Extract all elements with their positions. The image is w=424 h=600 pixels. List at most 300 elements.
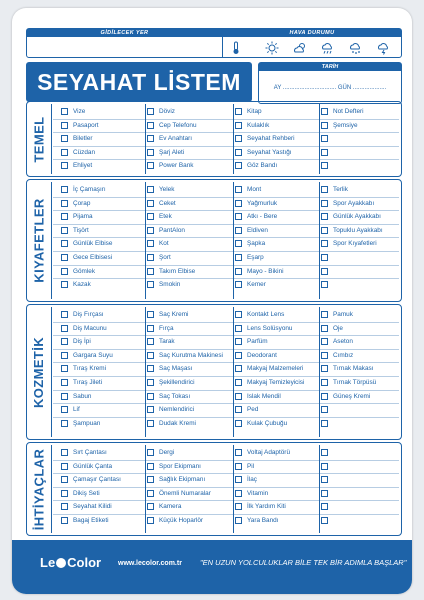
checklist-item[interactable] [61,362,145,375]
checkbox[interactable] [235,406,242,413]
checkbox[interactable] [235,254,242,261]
checklist-item[interactable] [147,335,233,348]
checkbox[interactable] [147,122,154,129]
checklist-item[interactable] [321,514,401,527]
checklist-item[interactable] [147,376,233,389]
checkbox[interactable] [61,476,68,483]
item-label: Spor Kıyafetleri [333,240,377,248]
checkbox[interactable] [147,268,154,275]
item-label: Cep Telefonu [159,121,197,129]
checklist-item[interactable] [61,500,145,513]
checklist-item[interactable] [61,105,145,118]
item-label: Saç Tokası [159,392,191,400]
checkbox[interactable] [61,490,68,497]
column-divider [145,182,146,299]
item-label: Fırça [159,324,174,332]
checklist-item[interactable] [235,119,319,132]
checklist-item[interactable] [321,105,401,118]
column-divider [145,307,146,437]
checkbox[interactable] [321,463,328,470]
checkbox[interactable] [147,213,154,220]
checkbox[interactable] [321,517,328,524]
checkbox[interactable] [235,240,242,247]
checkbox[interactable] [147,365,154,372]
checkbox[interactable] [321,149,328,156]
item-label: Kulak Çubuğu [247,419,288,427]
checklist-item[interactable] [61,278,145,291]
checklist-item[interactable] [321,473,401,486]
item-label: Günlük Ayakkabı [333,213,381,221]
item-label: Not Defteri [333,108,364,115]
checklist-item[interactable] [235,514,319,527]
checkbox[interactable] [321,162,328,169]
item-label: Atkı - Bere [247,213,278,221]
checkbox[interactable] [321,338,328,345]
checklist-item[interactable] [147,159,233,172]
checklist-item[interactable] [321,237,401,250]
checklist-item[interactable] [321,335,401,348]
item-label: Kamera [159,503,182,511]
item-label: İlk Yardım Kiti [247,503,286,511]
checklist-item[interactable] [235,105,319,118]
checkbox[interactable] [61,254,68,261]
checklist-item[interactable] [235,473,319,486]
checkbox[interactable] [61,122,68,129]
checklist-item[interactable] [235,376,319,389]
checklist-item[interactable] [235,335,319,348]
checkbox[interactable] [235,135,242,142]
checklist-item[interactable] [147,460,233,473]
checkbox[interactable] [235,420,242,427]
checkbox[interactable] [235,200,242,207]
item-label: Mont [247,186,262,193]
checkbox[interactable] [235,108,242,115]
checklist-item[interactable] [61,251,145,264]
checklist-card [12,8,412,594]
checklist-item[interactable] [321,446,401,459]
checklist-item[interactable] [147,349,233,362]
partly-cloudy-icon[interactable] [293,41,307,55]
checklist-item[interactable] [147,210,233,223]
item-label: Diş Fırçası [73,311,104,318]
checkbox[interactable] [147,406,154,413]
column-divider [145,104,146,174]
checklist-item[interactable] [61,159,145,172]
checkbox[interactable] [321,122,328,129]
item-label: Pil [247,462,255,470]
checkbox[interactable] [61,108,68,115]
section-title-text: KOZMETİK [31,336,47,408]
title-divider [51,182,52,299]
checkbox[interactable] [321,186,328,193]
checkbox[interactable] [61,200,68,207]
checklist-item[interactable] [235,183,319,196]
item-label: PantAlon [159,226,185,234]
item-label: Şapka [247,240,266,248]
section-title [27,443,51,535]
checklist-item[interactable] [147,197,233,210]
checklist-item[interactable] [235,159,319,172]
checklist-item[interactable] [235,251,319,264]
checkbox[interactable] [235,162,242,169]
section-title [27,180,51,301]
checklist-item[interactable] [147,514,233,527]
checklist-item[interactable] [61,119,145,132]
destination-field[interactable] [27,37,222,57]
checklist-item[interactable] [61,197,145,210]
checkbox[interactable] [235,449,242,456]
checklist-item[interactable] [235,349,319,362]
checklist-item[interactable] [147,132,233,145]
checkbox[interactable] [147,517,154,524]
checkbox[interactable] [321,379,328,386]
checklist-item[interactable] [321,500,401,513]
checklist-item[interactable] [235,403,319,416]
item-label: Kontakt Lens [247,311,285,318]
item-label: Oje [333,324,343,332]
checkbox[interactable] [61,240,68,247]
checklist-item[interactable] [147,278,233,291]
item-label: Deodorant [247,351,277,359]
checkbox[interactable] [147,311,154,318]
checkbox[interactable] [147,135,154,142]
checklist-item[interactable] [147,487,233,500]
checklist-item[interactable] [321,403,401,416]
checklist-item[interactable] [321,487,401,500]
checkbox[interactable] [147,449,154,456]
checkbox[interactable] [61,338,68,345]
checkbox[interactable] [235,365,242,372]
item-label: Sağlık Ekipmanı [159,476,206,484]
checkbox[interactable] [235,122,242,129]
checkbox[interactable] [147,186,154,193]
checklist-item[interactable] [321,224,401,237]
checklist-item[interactable] [147,224,233,237]
checkbox[interactable] [321,503,328,510]
item-label: Bagaj Etiketi [73,517,109,524]
checkbox[interactable] [235,281,242,288]
checkbox[interactable] [147,420,154,427]
checklist-item[interactable] [147,500,233,513]
checkbox[interactable] [61,162,68,169]
checklist-item[interactable] [147,251,233,264]
item-label: Topuklu Ayakkabı [333,226,383,234]
checkbox[interactable] [321,449,328,456]
checklist-item[interactable] [61,446,145,459]
checklist-item[interactable] [321,265,401,278]
checkbox[interactable] [235,268,242,275]
checklist-item[interactable] [321,376,401,389]
checklist-item[interactable] [235,278,319,291]
checkbox[interactable] [61,406,68,413]
checklist-item[interactable] [321,417,401,430]
checklist-item[interactable] [235,132,319,145]
checkbox[interactable] [235,213,242,220]
checkbox[interactable] [147,379,154,386]
checkbox[interactable] [61,227,68,234]
checkbox[interactable] [61,449,68,456]
checkbox[interactable] [321,325,328,332]
checkbox[interactable] [235,352,242,359]
checklist-item[interactable] [147,119,233,132]
checklist-item[interactable] [61,349,145,362]
checklist-item[interactable] [147,237,233,250]
checkbox[interactable] [321,406,328,413]
checkbox[interactable] [61,311,68,318]
checklist-item[interactable] [235,224,319,237]
checklist-item[interactable] [61,132,145,145]
checklist-item[interactable] [235,487,319,500]
checklist-item[interactable] [147,146,233,159]
checkbox[interactable] [61,379,68,386]
checklist-item[interactable] [235,417,319,430]
cloud-storm-icon[interactable] [377,41,391,55]
checklist-item[interactable] [61,417,145,430]
item-label: Gömlek [73,267,96,275]
item-label: Kulaklık [247,121,270,129]
checkbox[interactable] [321,476,328,483]
checkbox[interactable] [147,325,154,332]
item-label: Sırt Çantası [73,449,107,456]
checklist-item[interactable] [235,210,319,223]
checkbox[interactable] [321,268,328,275]
checklist-item[interactable] [321,183,401,196]
sun-icon[interactable] [265,41,279,55]
checklist-item[interactable] [61,473,145,486]
checkbox[interactable] [147,476,154,483]
checklist-item[interactable] [61,460,145,473]
checklist-item[interactable] [147,446,233,459]
checklist-item[interactable] [321,362,401,375]
checklist-item[interactable] [235,322,319,335]
item-label: Yara Bandı [247,517,279,524]
checkbox[interactable] [235,393,242,400]
checklist-item[interactable] [147,105,233,118]
checklist-item[interactable] [235,500,319,513]
checkbox[interactable] [147,338,154,345]
item-label: Eşarp [247,254,264,261]
section-temel [26,101,402,177]
checklist-item[interactable] [321,251,401,264]
checkbox[interactable] [61,517,68,524]
checkbox[interactable] [147,149,154,156]
item-label: Gargara Suyu [73,351,113,359]
checkbox[interactable] [235,338,242,345]
checklist-item[interactable] [235,390,319,403]
checklist-item[interactable] [61,308,145,321]
checkbox[interactable] [61,268,68,275]
checkbox[interactable] [321,240,328,247]
checkbox[interactable] [321,393,328,400]
item-label: Lif [73,406,80,414]
checklist-item[interactable] [61,265,145,278]
item-label: Dergi [159,449,175,456]
checkbox[interactable] [321,227,328,234]
date-field[interactable]: AY ................................ GÜN .................... [273,85,387,91]
checkbox[interactable] [235,517,242,524]
checklist-item[interactable] [147,417,233,430]
item-label: Yağmurluk [247,199,278,207]
checkbox[interactable] [147,281,154,288]
checkbox[interactable] [147,352,154,359]
checkbox[interactable] [235,311,242,318]
checkbox[interactable] [321,311,328,318]
checklist-item[interactable] [235,362,319,375]
checkbox[interactable] [321,135,328,142]
checklist-item[interactable] [235,265,319,278]
checklist-item[interactable] [61,183,145,196]
checklist-item[interactable] [235,197,319,210]
section-kozmeti̇k [26,304,402,440]
checkbox[interactable] [61,149,68,156]
checkbox[interactable] [321,200,328,207]
item-label: Önemli Numaralar [159,489,211,497]
weather-label: HAVA DURUMU [223,29,401,37]
header-divider [222,29,223,57]
checklist-item[interactable] [61,335,145,348]
item-label: Tarak [159,338,175,346]
checkbox[interactable] [235,476,242,483]
checkbox[interactable] [321,254,328,261]
checkbox[interactable] [147,463,154,470]
section-title-text: İHTİYAÇLAR [31,448,47,530]
checklist-item[interactable] [321,390,401,403]
date-label: TARİH [259,63,401,71]
checkbox[interactable] [321,213,328,220]
checkbox[interactable] [61,281,68,288]
cloud-snow-icon[interactable] [349,41,363,55]
checkbox[interactable] [61,325,68,332]
checkbox[interactable] [235,490,242,497]
thermometer-icon[interactable] [229,41,243,55]
checklist-item[interactable] [235,446,319,459]
checklist-item[interactable] [321,308,401,321]
checkbox[interactable] [147,254,154,261]
checkbox[interactable] [147,503,154,510]
checkbox[interactable] [61,352,68,359]
checklist-item[interactable] [147,390,233,403]
checkbox[interactable] [61,135,68,142]
checkbox[interactable] [235,325,242,332]
checklist-item[interactable] [235,460,319,473]
column-divider [319,307,320,437]
checkbox[interactable] [61,420,68,427]
checklist-item[interactable] [147,403,233,416]
checklist-item[interactable] [61,210,145,223]
checkbox[interactable] [321,420,328,427]
item-label: Kitap [247,108,262,115]
checkbox[interactable] [61,503,68,510]
item-label: Ped [247,406,259,414]
column-divider [233,104,234,174]
checklist-item[interactable] [61,322,145,335]
item-label: Makyaj Temizleyicisi [247,379,305,386]
checkbox[interactable] [321,352,328,359]
checklist-item[interactable] [61,403,145,416]
checkbox[interactable] [321,108,328,115]
checklist-item[interactable] [321,349,401,362]
checklist-item[interactable] [321,146,401,159]
checkbox[interactable] [61,365,68,372]
checklist-item[interactable] [321,278,401,291]
footer [12,540,412,594]
checklist-item[interactable] [61,146,145,159]
item-label: Pasaport [73,121,99,129]
checklist-item[interactable] [147,308,233,321]
item-label: Tıraş Kremi [73,365,107,373]
checklist-item[interactable] [321,119,401,132]
checklist-item[interactable] [321,210,401,223]
checkbox[interactable] [235,227,242,234]
checklist-item[interactable] [321,460,401,473]
item-label: Cüzdan [73,148,96,156]
checklist-item[interactable] [61,514,145,527]
date-box[interactable] [258,62,402,104]
checkbox[interactable] [61,213,68,220]
checkbox[interactable] [147,108,154,115]
item-label: Tırnak Törpüsü [333,379,377,386]
checklist-item[interactable] [61,390,145,403]
checkbox[interactable] [147,490,154,497]
checklist-item[interactable] [147,183,233,196]
website-link[interactable]: www.lecolor.com.tr [118,560,182,567]
checkbox[interactable] [235,463,242,470]
checkbox[interactable] [321,365,328,372]
item-label: Kazak [73,281,91,289]
checkbox[interactable] [235,149,242,156]
checklist-item[interactable] [61,237,145,250]
item-label: Günlük Elbise [73,240,113,248]
checkbox[interactable] [61,463,68,470]
checklist-item[interactable] [61,376,145,389]
checklist-item[interactable] [321,132,401,145]
checklist-item[interactable] [147,362,233,375]
checklist-item[interactable] [147,322,233,335]
checkbox[interactable] [235,503,242,510]
checklist-item[interactable] [61,487,145,500]
item-label: Spor Ekipmanı [159,462,201,470]
item-label: Küçük Hoparlör [159,517,204,524]
column-divider [233,307,234,437]
item-label: Çorap [73,199,91,207]
checklist-item[interactable] [147,265,233,278]
checklist-item[interactable] [147,473,233,486]
item-label: Cımbız [333,351,354,359]
cloud-rain-icon[interactable] [321,41,335,55]
checklist-item[interactable] [235,146,319,159]
checklist-item[interactable] [321,159,401,172]
checklist-item[interactable] [61,224,145,237]
item-label: Gece Elbisesi [73,254,113,261]
item-label: Döviz [159,108,175,115]
checkbox[interactable] [147,227,154,234]
checkbox[interactable] [321,281,328,288]
item-label: Saç Kremi [159,311,189,318]
checkbox[interactable] [321,490,328,497]
checkbox[interactable] [147,162,154,169]
checkbox[interactable] [61,186,68,193]
checklist-item[interactable] [235,308,319,321]
checkbox[interactable] [235,186,242,193]
checkbox[interactable] [147,393,154,400]
checkbox[interactable] [235,379,242,386]
checkbox[interactable] [61,393,68,400]
checklist-item[interactable] [321,197,401,210]
checkbox[interactable] [147,240,154,247]
checklist-item[interactable] [235,237,319,250]
checkbox[interactable] [147,200,154,207]
checklist-item[interactable] [321,322,401,335]
